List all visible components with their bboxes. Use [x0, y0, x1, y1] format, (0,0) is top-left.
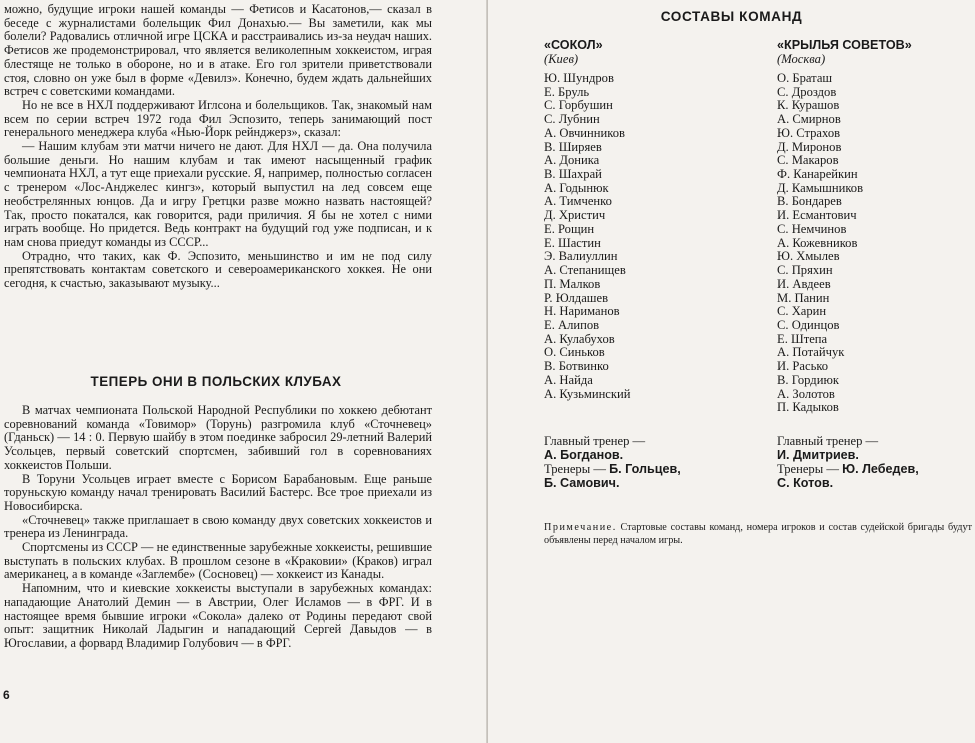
team-sokol: [544, 38, 744, 401]
player-name: Э. Валиуллин: [544, 249, 618, 264]
player-name: А. Тимченко: [544, 194, 612, 209]
polish-clubs-article: [4, 404, 432, 651]
coach-name: Б. Самович.: [544, 476, 620, 490]
player-name: Ю. Хмылев: [777, 249, 840, 264]
player-roster: [777, 72, 972, 415]
player-name: В. Ширяев: [544, 139, 602, 154]
player-name: П. Малков: [544, 276, 601, 291]
player-name: С. Немчинов: [777, 221, 847, 236]
player-name: А. Кожевников: [777, 235, 858, 250]
player-name: М. Панин: [777, 290, 830, 305]
coaches-krylia-sovetov: [777, 434, 972, 490]
player-name: С. Пряхин: [777, 263, 833, 278]
player-name: С. Харин: [777, 304, 827, 319]
player-name: А. Степанищев: [544, 263, 626, 278]
paragraph: — Нашим клубам эти матчи ничего не дают. Для НХЛ — да. Она получила большие деньги. Но нашим клубам и так имеют насыщенный график чемпионата НХЛ, а тут еще приехали русские. Я, например, полностью согласен с тренером «Лос-Анджелес кингз», который выпустил на лед совсем еще необстрелянных юнцов. Да и игру Гретцки разве можно назвать настоящей? Так, просто покатался, как говорится, ради приличия. Я бы не хотел с ними играть вообще. Но придется. Ведь контракт на будущий год уже подписан, и к нам снова приедут команды из СССР...: [4, 139, 432, 249]
paragraph: Спортсмены из СССР — не единственные зарубежные хоккеисты, решившие выступать в польских клубах. В прошлом сезоне в «Краковии» (Краков) играл американец, а в команде «Заглембе» (Сосновец) — хоккеист из Канады.: [4, 540, 432, 582]
article-continuation: [4, 3, 432, 291]
player-name: С. Горбушин: [544, 98, 613, 113]
player-name: А. Кузьминский: [544, 386, 631, 401]
paragraph: В матчах чемпионата Польской Народной Республики по хоккею дебютант соревнований команда «Товимор» (Торунь) разгромила клуб «Сточневец» (Гданьск) — 14 : 0. Первую шайбу в этом поединке забросил 29-летний Валерий Усольцев, первый советский спортсмен, забивший гол в соревнованиях хоккеистов Польши.: [4, 403, 432, 472]
right-page: [488, 0, 975, 743]
player-name: В. Бондарев: [777, 194, 842, 209]
team-city: (Киев): [544, 52, 579, 66]
coaches-label: Тренеры —: [544, 462, 606, 476]
section-heading: ТЕПЕРЬ ОНИ В ПОЛЬСКИХ КЛУБАХ: [90, 374, 342, 389]
player-name: В. Гордиюк: [777, 372, 839, 387]
player-name: Н. Нариманов: [544, 304, 620, 319]
player-name: А. Кулабухов: [544, 331, 615, 346]
player-name: И. Есмантович: [777, 208, 857, 223]
paragraph: можно, будущие игроки нашей команды — Фетисов и Касатонов,— сказал в беседе с журналистами болельщик Фил Донахью.— Вы заметили, как мы болели? Радовались отличной игре ЦСКА и расстраивались из-за неудач наших. Фетисов же продемонстрировал, что является великолепным хоккеистом, играя блестяще не только в обороне, но и в атаке. Его гол зрители приветствовали стоя, словно он уже был в форме «Девилз». Конечно, будем ждать дальнейших встреч с советскими командами.: [4, 2, 432, 99]
player-name: А. Найда: [544, 372, 593, 387]
head-coach-label: Главный тренер —: [777, 434, 879, 448]
player-name: О. Синьков: [544, 345, 605, 360]
player-name: О. Браташ: [777, 71, 833, 85]
team-krylia-sovetov: [777, 38, 972, 415]
footnote: [544, 522, 972, 547]
player-name: Ю. Шундров: [544, 71, 614, 85]
player-name: А. Смирнов: [777, 112, 841, 127]
player-name: В. Ботвинко: [544, 359, 609, 374]
coaches-label: Тренеры —: [777, 462, 839, 476]
player-name: К. Курашов: [777, 98, 840, 113]
player-name: Е. Шастин: [544, 235, 601, 250]
player-name: Е. Алипов: [544, 317, 600, 332]
player-name: В. Шахрай: [544, 167, 602, 182]
team-name: «КРЫЛЬЯ СОВЕТОВ»: [777, 38, 912, 52]
paragraph: В Торуни Усольцев играет вместе с Борисом Барабановым. Еще раньше торуньскую команду начал тренировать Василий Бастерс. Все трое приехали из Новосибирска.: [4, 471, 432, 513]
player-name: Д. Камышников: [777, 180, 864, 195]
player-name: Е. Бруль: [544, 84, 590, 99]
player-name: П. Кадыков: [777, 400, 839, 415]
note-text: Стартовые составы команд, номера игроков и состав судейской бригады будут объявлены перед началом игры.: [544, 522, 972, 546]
player-name: С. Лубнин: [544, 112, 600, 127]
left-page: [0, 0, 486, 743]
coach-name: Б. Гольцев,: [609, 462, 681, 476]
player-name: Р. Юлдашев: [544, 290, 609, 305]
page-number: 6: [3, 688, 10, 702]
player-name: С. Одинцов: [777, 317, 840, 332]
player-name: Е. Рощин: [544, 221, 595, 236]
paragraph: Но не все в НХЛ поддерживают Иглсона и болельщиков. Так, знакомый нам всем по серии встреч 1972 года Фил Эспозито, теперь занимающий пост генерального менеджера клуба «Нью-Йорк рейнджерз», сказал:: [4, 97, 432, 140]
head-coach-name: И. Дмитриев.: [777, 448, 859, 462]
paragraph: Напомним, что и киевские хоккеисты выступали в зарубежных командах: нападающие Анатолий Демин — в Австрии, Олег Исламов — в ФРГ. И в настоящее время бывшие игроки «Сокола» далеко от Родины передают свой опыт: защитник Николай Ладыгин и нападающий Сергей Давыдов — в Югославии, а форвард Владимир Голубович — в ФРГ.: [4, 581, 432, 650]
paragraph: «Сточневец» также приглашает в свою команду двух советских хоккеистов и тренера из Ленинграда.: [4, 512, 432, 541]
player-name: Ф. Канарейкин: [777, 167, 858, 182]
player-name: И. Расько: [777, 359, 829, 374]
player-name: А. Овчинников: [544, 125, 625, 140]
coach-name: Ю. Лебедев,: [842, 462, 919, 476]
player-name: Ю. Страхов: [777, 125, 841, 140]
player-name: С. Дроздов: [777, 84, 837, 99]
paragraph: Отрадно, что таких, как Ф. Эспозито, меньшинство и им не под силу препятствовать контактам советского и североамериканского хоккея. Не они сегодня, к счастью, заказывают музыку...: [4, 248, 432, 291]
team-name: «СОКОЛ»: [544, 38, 603, 52]
coach-name: С. Котов.: [777, 476, 834, 490]
player-name: И. Авдеев: [777, 276, 831, 291]
coaches-sokol: [544, 434, 754, 490]
team-city: (Москва): [777, 52, 826, 66]
player-name: А. Потайчук: [777, 345, 845, 360]
player-name: А. Золотов: [777, 386, 835, 401]
player-name: Д. Христич: [544, 208, 606, 223]
head-coach-name: А. Богданов.: [544, 448, 624, 462]
head-coach-label: Главный тренер —: [544, 434, 646, 448]
note-label: Примечание.: [544, 522, 617, 533]
player-name: А. Годынюк: [544, 180, 609, 195]
player-roster: [544, 72, 744, 401]
player-name: С. Макаров: [777, 153, 839, 168]
page-title: СОСТАВЫ КОМАНД: [660, 9, 803, 24]
player-name: Е. Штепа: [777, 331, 828, 346]
player-name: А. Доника: [544, 153, 600, 168]
player-name: Д. Миронов: [777, 139, 842, 154]
